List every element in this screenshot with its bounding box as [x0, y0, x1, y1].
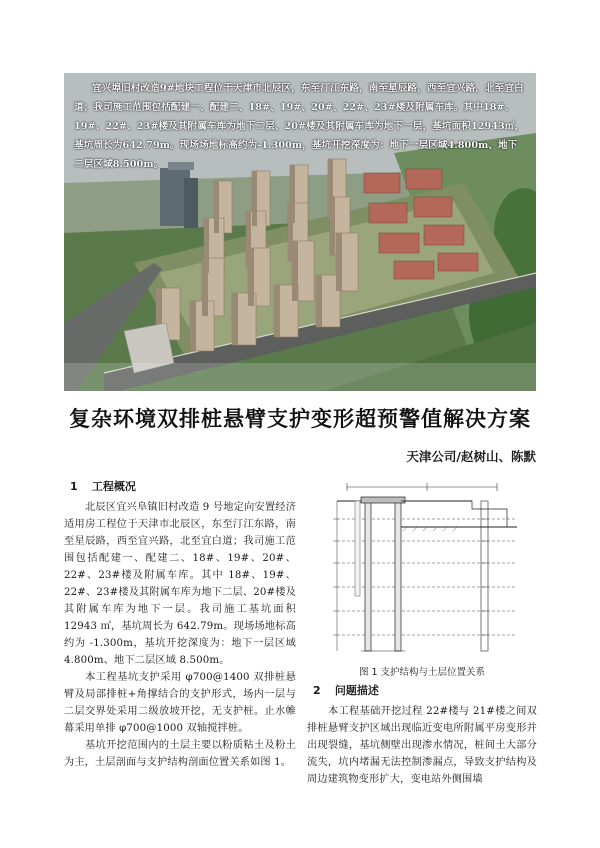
project-summary-caption: 宜兴埠旧村改造9#地块工程位于天津市北辰区，东至汀江东路，南至星辰路，西至宜兴路，北至宜白道；我司施工范围包括配建一、配建二、18#、19#、20#、22#、23#楼及附属车库。其中18#、19#、22#、23#楼及其附属车库为地下二层、20#楼及其附属车库为地下一层，基坑面积12943㎡，基坑周长为642.79m。现场场地标高约为-1.300m，基坑开挖深度为：地下一层区域4.800m、地下二层区域8.500m。 — [74, 83, 525, 170]
article-title: 复杂环境双排桩悬臂支护变形超预警值解决方案 — [69, 407, 531, 431]
left-column — [64, 479, 296, 771]
cover-photo — [64, 73, 536, 391]
section-1-number: 1 — [70, 480, 78, 493]
figure-1-caption: 图 1 支护结构与土层位置关系 — [358, 667, 486, 678]
section-2-title: 问题描述 — [334, 684, 379, 697]
section-2-paragraph-1: 本工程基础开挖过程 22#楼与 21#楼之间双排桩悬臂支护区域出现临近变电所附属平房变形并出现裂缝，基坑侧壁出现渗水情况，桩间土大部分流失，坑内堵漏无法控制渗漏点，导致支护结构及周边建筑物变形扩大，变电站外侧围墙 — [307, 706, 537, 785]
section-1-paragraph-1: 北辰区宜兴阜镇旧村改造 9 号地定向安置经济适用房工程位于天津市北辰区，东至汀江东路，南至星辰路，西至宜兴路，北至宜白道；我司施工范围包括配建一、配建二、18#、19#、20#、22#、23#楼及附属车库。其中 18#、19#、22#、23#楼及其附属车库为地下二层、20#楼及其附属车库为地下一层。我司施工基坑面积 12943 ㎡，基坑周长为 642.79m。现场场地标高约为 -1.300m，基坑开挖深度为：地下一层区域 4.800m、地下二层区域 8.500m。 — [64, 502, 296, 666]
figure-1 — [307, 479, 537, 664]
section-1-title: 工程概况 — [91, 480, 136, 493]
article-author: 天津公司/赵树山、陈默 — [406, 449, 536, 464]
section-1-paragraph-3: 基坑开挖范围内的土层主要以粉质粘土及粉土为主，土层剖面与支护结构剖面位置关系如图 1。 — [64, 740, 296, 768]
section-2-heading — [313, 683, 537, 699]
support-structure-section-drawing — [307, 479, 537, 664]
section-2-number: 2 — [313, 684, 321, 697]
right-column — [307, 479, 537, 788]
section-1-paragraph-2: 本工程基坑支护采用 φ700@1400 双排桩悬臂及局部排桩+角撑结合的支护形式，场内一层与二层交界处采用二级放坡开挖，无支护桩。止水帷幕采用单排 φ700@1000 双轴搅拌桩。 — [64, 672, 296, 734]
section-1-heading — [70, 479, 296, 495]
